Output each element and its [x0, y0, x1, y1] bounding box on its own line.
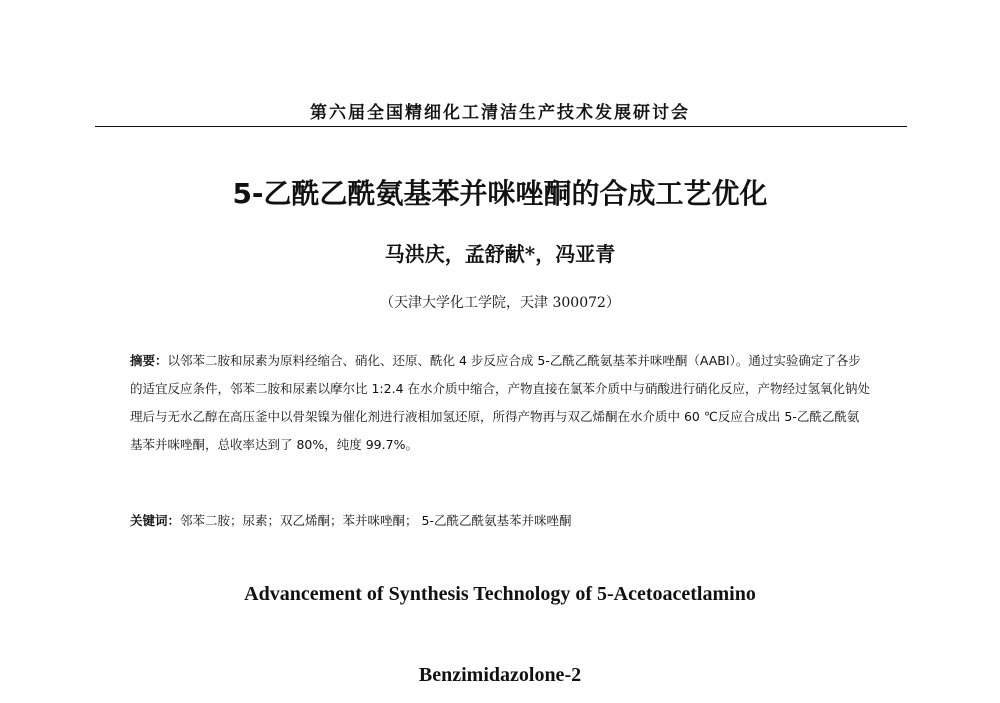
abstract-text: 以邻苯二胺和尿素为原料经缩合、硝化、还原、酰化 4 步反应合成 5-乙酰乙酰氨基苯并咪唑酮（AABI）。通过实验确定了各步的适宜反应条件，邻苯二胺和尿素以摩尔比 1:2.4 在水介质中缩合，产物直接在氯苯介质中与硝酸进行硝化反应，产物经过氢氧化钠处理后与无水乙醇在高压釜中以骨架镍为催化剂进行液相加氢还原，所得产物再与双乙烯酮在水介质中 60 ℃反应合成出 5-乙酰乙酰氨基苯并咪唑酮，总收率达到了 80%，纯度 99.7%。	[130, 353, 870, 452]
english-title-line1: Advancement of Synthesis Technology of 5-Acetoacetlamino	[244, 583, 756, 605]
english-title-line2: Benzimidazolone-2	[418, 664, 582, 686]
conference-header: 第六届全国精细化工清洁生产技术发展研讨会	[310, 103, 690, 123]
header-rule	[95, 126, 907, 127]
keywords-text: 邻苯二胺；尿素；双乙烯酮；苯并咪唑酮； 5-乙酰乙酰氨基苯并咪唑酮	[180, 513, 572, 528]
paper-title: 5-乙酰乙酰氨基苯并咪唑酮的合成工艺优化	[232, 177, 768, 210]
authors: 马洪庆，孟舒献*，冯亚青	[384, 242, 616, 266]
abstract	[130, 347, 870, 459]
keywords-label: 关键词：	[130, 513, 181, 528]
abstract-label: 摘要：	[130, 353, 168, 368]
keywords	[130, 511, 870, 529]
affiliation: （天津大学化工学院，天津 300072）	[380, 295, 620, 311]
